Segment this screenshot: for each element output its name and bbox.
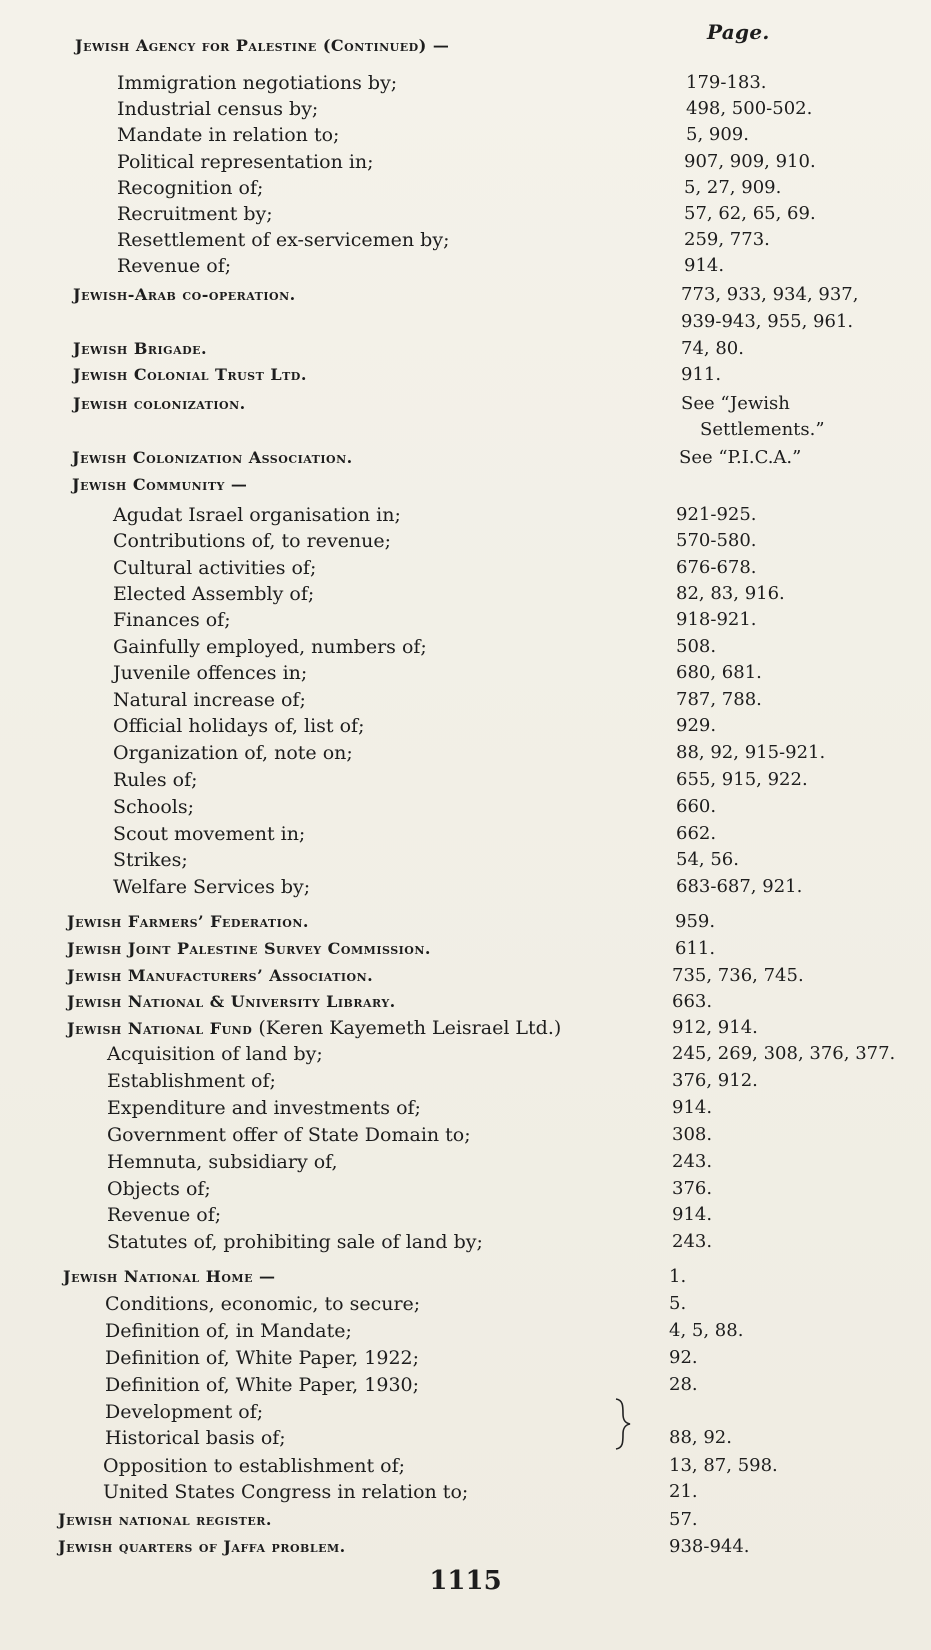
page-reference: 570-580. [676, 530, 757, 551]
page-reference: 88, 92. [669, 1427, 732, 1448]
page-reference: 912, 914. [672, 1017, 758, 1038]
index-subentry: Definition of, in Mandate; [105, 1320, 352, 1342]
page-column-label: Page. [707, 20, 770, 44]
index-heading: Jewish quarters of Jaffa problem. [58, 1537, 346, 1556]
page-reference: 907, 909, 910. [684, 151, 816, 172]
index-subentry: Expenditure and investments of; [107, 1097, 421, 1119]
page-reference: 57, 62, 65, 69. [684, 203, 816, 224]
index-heading: Jewish National & University Library. [67, 992, 396, 1011]
index-subentry: Rules of; [113, 769, 198, 791]
page-reference: 57. [669, 1509, 698, 1530]
page-reference: 82, 83, 916. [676, 583, 785, 604]
index-subentry: Revenue of; [107, 1204, 222, 1226]
page-reference: 655, 915, 922. [676, 769, 808, 790]
page-reference: 773, 933, 934, 937, [681, 284, 859, 305]
index-subentry: Organization of, note on; [113, 742, 353, 764]
index-heading: Jewish Brigade. [73, 339, 208, 358]
page-reference: 13, 87, 598. [669, 1455, 778, 1476]
index-heading: Jewish national register. [58, 1510, 272, 1529]
page-reference: Settlements.” [700, 419, 825, 440]
page-reference: 959. [675, 911, 716, 932]
page-reference: See “Jewish [681, 393, 790, 414]
index-subentry: Juvenile offences in; [113, 662, 308, 684]
index-subentry: Mandate in relation to; [117, 124, 340, 146]
page-reference: 243. [672, 1151, 713, 1172]
index-subentry: United States Congress in relation to; [103, 1481, 469, 1503]
page-reference: 243. [672, 1231, 713, 1252]
index-subentry: Official holidays of, list of; [113, 715, 365, 737]
index-heading-qualifier: (Keren Kayemeth Leisrael Ltd.) [258, 1017, 562, 1039]
index-heading: Jewish-Arab co-operation. [73, 285, 296, 304]
page-reference: 508. [676, 636, 717, 657]
index-subentry: Contributions of, to revenue; [113, 530, 391, 552]
right-brace-icon [613, 1398, 633, 1450]
page-reference: 680, 681. [676, 662, 762, 683]
index-subentry: Statutes of, prohibiting sale of land by; [107, 1231, 483, 1253]
index-subentry: Agudat Israel organisation in; [113, 504, 401, 526]
page-reference: 5, 27, 909. [684, 177, 782, 198]
page-reference: 498, 500-502. [686, 98, 813, 119]
index-subentry: Scout movement in; [113, 823, 306, 845]
page-reference: 611. [675, 938, 716, 959]
index-heading-part: Jewish National Fund [67, 1019, 253, 1038]
page-reference: 938-944. [669, 1536, 750, 1557]
index-heading [67, 1016, 561, 1041]
page-reference: 5, 909. [686, 124, 749, 145]
page-reference: 735, 736, 745. [672, 965, 804, 986]
page-reference: 914. [684, 255, 725, 276]
index-subentry: Resettlement of ex-servicemen by; [117, 229, 450, 251]
index-heading: Jewish Manufacturers’ Association. [67, 966, 374, 985]
index-heading: Jewish National Home — [63, 1267, 276, 1286]
index-subentry: Political representation in; [117, 151, 374, 173]
page-reference: 259, 773. [684, 229, 770, 250]
index-subentry: Development of; [105, 1401, 264, 1423]
page-reference: 663. [672, 991, 713, 1012]
index-subentry: Strikes; [113, 849, 188, 871]
index-subentry: Elected Assembly of; [113, 583, 315, 605]
index-heading: Jewish colonization. [73, 394, 246, 413]
index-subentry: Revenue of; [117, 255, 232, 277]
index-subentry: Finances of; [113, 609, 231, 631]
page-reference: 914. [672, 1204, 713, 1225]
index-subentry: Opposition to establishment of; [103, 1455, 406, 1477]
index-subentry: Objects of; [107, 1178, 211, 1200]
index-subentry: Welfare Services by; [113, 876, 311, 898]
index-subentry: Recruitment by; [117, 203, 273, 225]
index-subentry: Immigration negotiations by; [117, 72, 398, 94]
index-subentry: Conditions, economic, to secure; [105, 1293, 421, 1315]
page-reference: 21. [669, 1481, 698, 1502]
page-reference: 28. [669, 1374, 698, 1395]
page-reference: 662. [676, 823, 717, 844]
index-subentry: Government offer of State Domain to; [107, 1124, 471, 1146]
page-reference: 88, 92, 915-921. [676, 742, 826, 763]
page-reference: 660. [676, 796, 717, 817]
page-reference: 914. [672, 1097, 713, 1118]
index-subentry: Cultural activities of; [113, 557, 317, 579]
index-heading: Jewish Colonization Association. [72, 448, 353, 467]
page-reference: 4, 5, 88. [669, 1320, 744, 1341]
index-heading: Jewish Joint Palestine Survey Commission. [67, 939, 431, 958]
index-subentry: Recognition of; [117, 177, 264, 199]
page-reference: 929. [676, 715, 717, 736]
index-heading: Jewish Community — [72, 475, 248, 494]
page-reference: 918-921. [676, 609, 757, 630]
page-reference: 911. [681, 364, 722, 385]
page-reference: 5. [669, 1293, 687, 1314]
page-reference: 376. [672, 1178, 713, 1199]
index-subentry: Definition of, White Paper, 1930; [105, 1374, 420, 1396]
index-subentry: Hemnuta, subsidiary of, [107, 1151, 338, 1173]
index-subentry: Gainfully employed, numbers of; [113, 636, 427, 658]
page-reference: 74, 80. [681, 338, 744, 359]
page-reference: 376, 912. [672, 1070, 758, 1091]
page-reference: 676-678. [676, 557, 757, 578]
index-heading: Jewish Agency for Palestine (Continued) — [75, 36, 450, 55]
index-subentry: Acquisition of land by; [107, 1043, 323, 1065]
index-subentry: Establishment of; [107, 1070, 276, 1092]
page-reference: See “P.I.C.A.” [679, 447, 802, 468]
page-number: 1115 [429, 1566, 502, 1596]
index-subentry: Schools; [113, 796, 195, 818]
page-reference: 54, 56. [676, 849, 739, 870]
index-subentry: Historical basis of; [105, 1427, 286, 1449]
page-reference: 308. [672, 1124, 713, 1145]
index-heading: Jewish Farmers’ Federation. [67, 912, 309, 931]
page-reference: 683-687, 921. [676, 876, 803, 897]
page-reference: 1. [669, 1266, 687, 1287]
page-reference: 787, 788. [676, 689, 762, 710]
page-reference: 245, 269, 308, 376, 377. [672, 1043, 896, 1064]
index-subentry: Industrial census by; [117, 98, 319, 120]
page-reference: 92. [669, 1347, 698, 1368]
page-reference: 179-183. [686, 72, 767, 93]
index-heading: Jewish Colonial Trust Ltd. [73, 365, 307, 384]
page-reference: 921-925. [676, 504, 757, 525]
page-reference: 939-943, 955, 961. [681, 311, 854, 332]
index-subentry: Natural increase of; [113, 689, 306, 711]
index-subentry: Definition of, White Paper, 1922; [105, 1347, 420, 1369]
